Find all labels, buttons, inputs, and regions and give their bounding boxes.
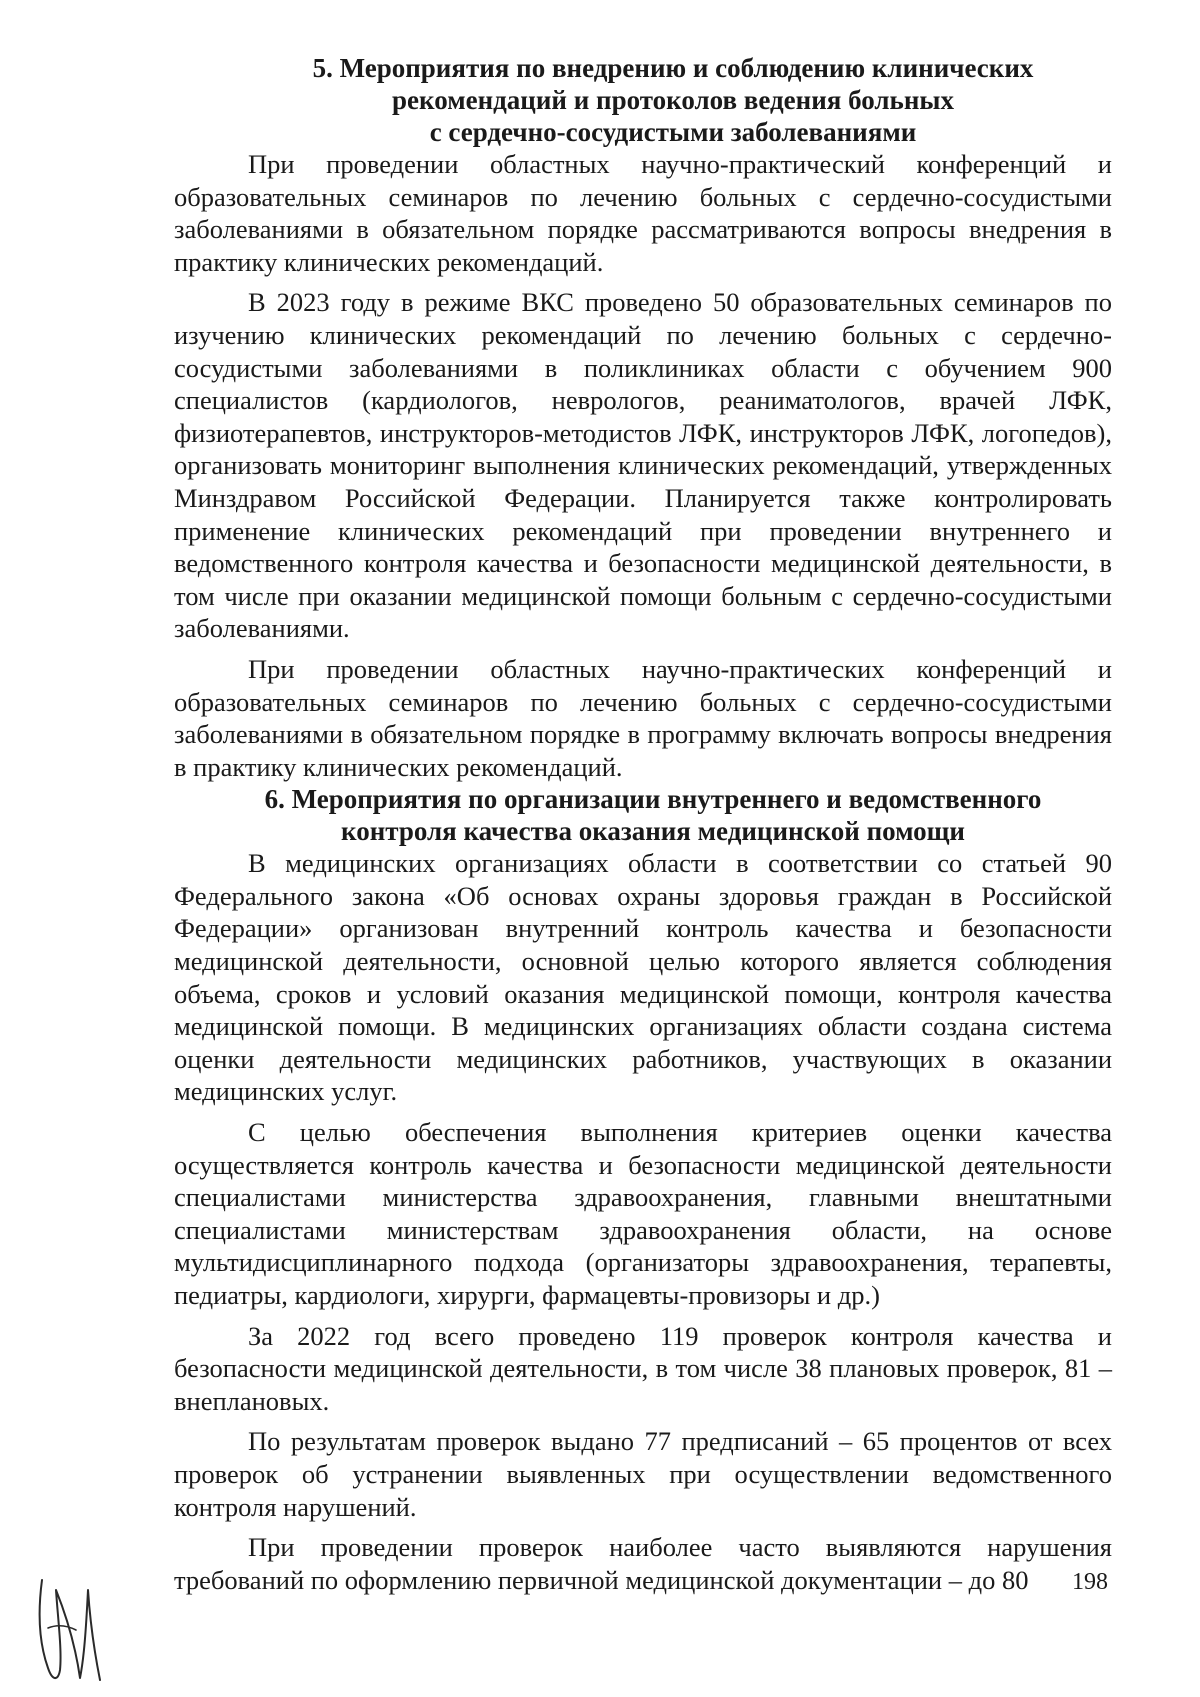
section-6-paragraph-3: За 2022 год всего проведено 119 проверок контроля качества и безопасности медицинской деятельности, в том числе 38 плановых проверок, 81 – внеплановых.	[174, 1320, 1112, 1416]
section-5-heading-line: с сердечно-сосудистыми заболеваниями	[429, 117, 917, 147]
section-6-heading-line: контроля качества оказания медицинской помощи	[341, 816, 965, 847]
section-5-heading-line: рекомендаций и протоколов ведения больных	[392, 85, 954, 115]
page-number: 198	[1072, 1569, 1108, 1595]
section-5-heading-line: 5. Мероприятия по внедрению и соблюдению клинических	[312, 53, 1034, 83]
section-5-heading	[234, 52, 1112, 148]
section-6-paragraph-5: При проведении проверок наиболее часто выявляются нарушения требований по оформлению первичной медицинской документации – до 80	[174, 1532, 1112, 1595]
section-6-heading	[194, 783, 1112, 847]
section-6-paragraph-2: С целью обеспечения выполнения критериев оценки качества осуществляется контроль качества и безопасности медицинской деятельности специалистами министерства здравоохранения, главными внештатными специалистами министерствам здравоохранения области, на основе мультидисциплинарного подхода (организаторы здравоохранения, терапевты, педиатры, кардиологи, хирурги, фармацевты-провизоры и др.)	[174, 1117, 1112, 1310]
section-6-heading-line: 6. Мероприятия по организации внутреннего и ведомственного	[264, 784, 1042, 815]
section-5-paragraph-2: В 2023 году в режиме ВКС проведено 50 образовательных семинаров по изучению клинических рекомендаций по лечению больных с сердечно-сосудистыми заболеваниями в поликлиниках области с обучением 900 специалистов (кардиологов, неврологов, реаниматологов, врачей ЛФК, физиотерапевтов, инструкторов-методистов ЛФК, инструкторов ЛФК, логопедов), организовать мониторинг выполнения клинических рекомендаций, утвержденных Минздравом Российской Федерации. Планируется также контролировать применение клинических рекомендаций при проведении внутреннего и ведомственного контроля качества и безопасности медицинской деятельности, в том числе при оказании медицинской помощи больным с сердечно-сосудистыми заболеваниями.	[174, 287, 1112, 644]
section-5-paragraph-1: При проведении областных научно-практический конференций и образовательных семинаров по лечению больных с сердечно-сосудистыми заболеваниями в обязательном порядке рассматриваются вопросы внедрения в практику клинических рекомендаций.	[174, 149, 1112, 277]
section-5-paragraph-3: При проведении областных научно-практических конференций и образовательных семинаров по лечению больных с сердечно-сосудистыми заболеваниями в обязательном порядке в программу включать вопросы внедрения в практику клинических рекомендаций.	[174, 653, 1112, 782]
section-6-paragraph-4: По результатам проверок выдано 77 предписаний – 65 процентов от всех проверок об устранении выявленных при осуществлении ведомственного контроля нарушений.	[174, 1426, 1112, 1522]
signature-icon	[28, 1550, 118, 1690]
section-6-paragraph-1: В медицинских организациях области в соответствии со статьей 90 Федерального закона «Об основах охраны здоровья граждан в Российской Федерации» организован внутренний контроль качества и безопасности медицинской деятельности, основной целью которого является соблюдения объема, сроков и условий оказания медицинской помощи, контроля качества медицинской помощи. В медицинских организациях области создана система оценки деятельности медицинских работников, участвующих в оказании медицинских услуг.	[174, 848, 1112, 1107]
document-page	[174, 52, 1112, 1596]
